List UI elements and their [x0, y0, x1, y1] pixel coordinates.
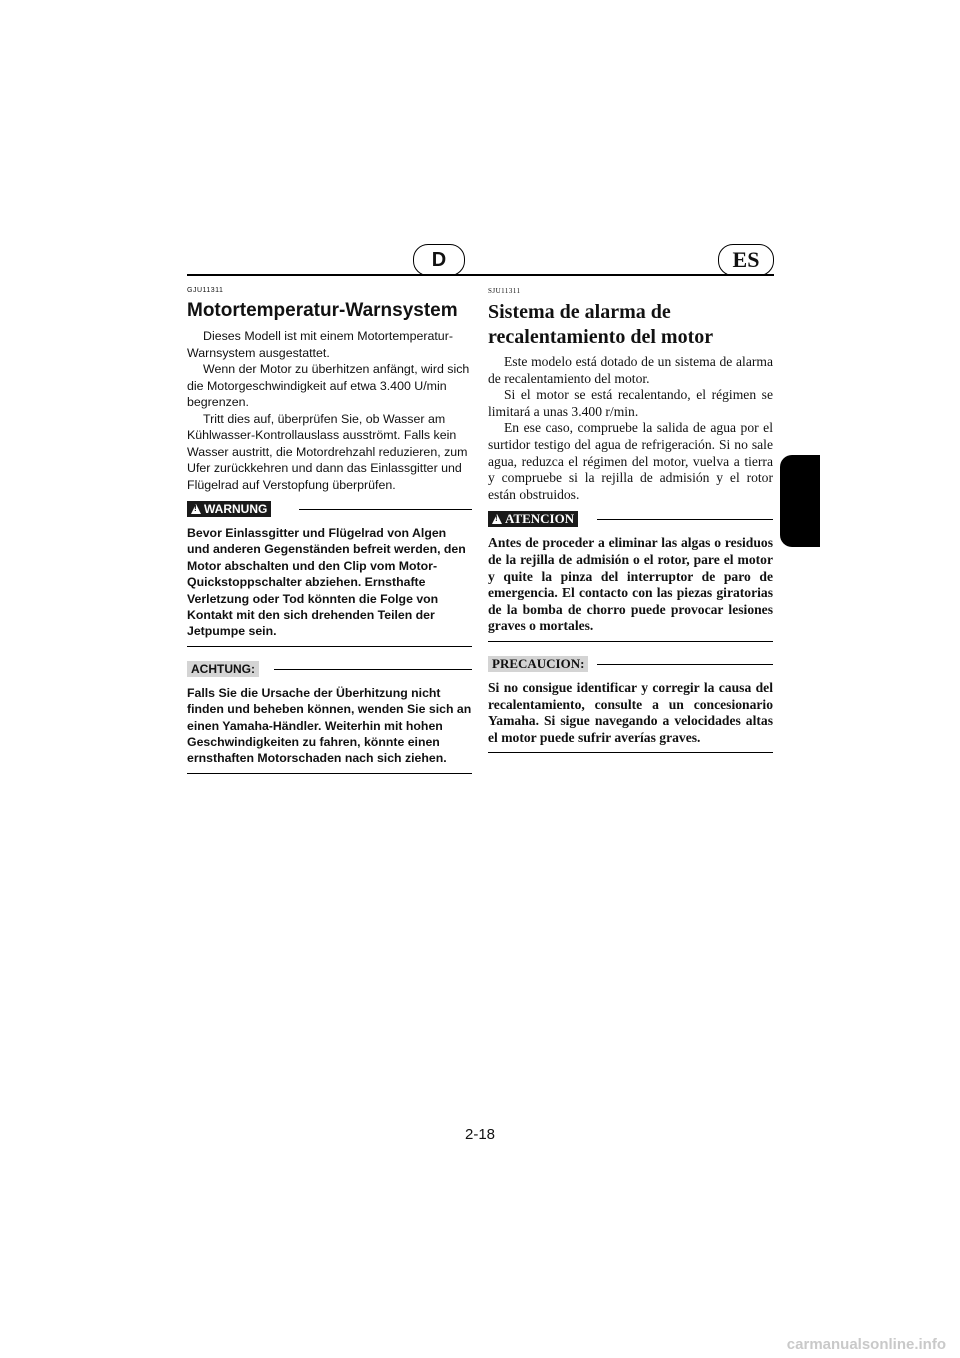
- caution-rule: [597, 664, 773, 665]
- warning-rule: [299, 509, 472, 510]
- section-title-line: recalentamiento del motor: [488, 326, 714, 348]
- section-code: SJU11311: [488, 287, 521, 295]
- warning-label-text: WARNUNG: [204, 502, 268, 516]
- paragraph: En ese caso, compruebe la salida de agua por el surtidor testigo del agua de refrigeración. Si no sale agua, reduzca el régimen del motor, vuelva a tierra y compruebe si la rejilla de admisión y el rotor están obstruidos.: [488, 420, 773, 502]
- section-title: Motortemperatur-Warnsystem: [187, 300, 458, 321]
- german-column: [187, 286, 472, 788]
- language-badge-spanish: ES: [718, 244, 774, 276]
- language-badge-german: D: [413, 244, 465, 276]
- warning-label: [187, 501, 271, 517]
- section-title-line: Sistema de alarma de: [488, 301, 671, 323]
- warning-triangle-icon: [191, 504, 201, 514]
- caution-text: Falls Sie die Ursache der Überhitzung nicht finden und beheben können, wenden Sie sich an einen Yamaha-Händler. Weiterhin mit hohen Geschwindigkeiten zu fahren, könnte einen ernsthaften Motorschaden nach sich ziehen.: [187, 685, 472, 766]
- section-title: [488, 300, 773, 350]
- body-text: [187, 328, 472, 493]
- spanish-column: [488, 286, 773, 767]
- paragraph: Wenn der Motor zu überhitzen anfängt, wird sich die Motorgeschwindigkeit auf etwa 3.400 U/min begrenzen.: [187, 362, 470, 409]
- warning-label: [488, 511, 578, 527]
- caution-rule: [274, 669, 472, 670]
- warning-header: [187, 501, 472, 519]
- header-rule: [187, 274, 774, 276]
- caution-label: PRECAUCION:: [488, 656, 588, 672]
- section-code: GJU11311: [187, 287, 224, 294]
- caution-end-rule: [488, 752, 773, 753]
- paragraph: Dieses Modell ist mit einem Motortemperatur-Warnsystem ausgestattet.: [187, 329, 453, 360]
- caution-header: [488, 656, 773, 674]
- warning-end-rule: [488, 641, 773, 642]
- body-text: [488, 354, 773, 503]
- warning-text: Antes de proceder a eliminar las algas o residuos de la rejilla de admisión o el rotor, pare el motor y quite la pinza del interruptor de paro de emergencia. El contacto con las piezas giratorias de la bomba de chorro puede provocar lesiones graves o mortales.: [488, 535, 773, 634]
- paragraph: Tritt dies auf, überprüfen Sie, ob Wasser am Kühlwasser-Kontrollauslass ausströmt. Falls kein Wasser austritt, die Motordrehzahl reduzieren, zum Ufer zurückkehren und dann das Einlassgitter und Flügelrad auf Verstopfung überprüfen.: [187, 411, 468, 492]
- warning-end-rule: [187, 646, 472, 647]
- warning-label-text: ATENCION: [505, 511, 575, 527]
- chapter-side-tab: [780, 455, 820, 547]
- warning-header: [488, 511, 773, 529]
- caution-end-rule: [187, 773, 472, 774]
- caution-text: Si no consigue identificar y corregir la causa del recalentamiento, consulte a un concesionario Yamaha. Si sigue navegando a velocidades altas el motor puede sufrir averías graves.: [488, 679, 773, 745]
- caution-label: ACHTUNG:: [187, 661, 259, 677]
- paragraph: Si el motor se está recalentando, el régimen se limitará a unas 3.400 r/min.: [488, 387, 773, 419]
- caution-header: [187, 661, 472, 679]
- paragraph: Este modelo está dotado de un sistema de alarma de recalentamiento del motor.: [488, 354, 773, 386]
- warning-text: Bevor Einlassgitter und Flügelrad von Algen und anderen Gegenständen befreit werden, den Motor abschalten und den Clip vom Motor-Quickstoppschalter abziehen. Ernsthafte Verletzung oder Tod könnten die Folge von Kontakt mit den sich drehenden Teilen der Jetpumpe sein.: [187, 526, 466, 639]
- warning-triangle-icon: [492, 514, 502, 524]
- warning-rule: [597, 519, 773, 520]
- watermark: carmanualsonline.info: [786, 1336, 946, 1353]
- page-number: 2-18: [464, 1126, 496, 1143]
